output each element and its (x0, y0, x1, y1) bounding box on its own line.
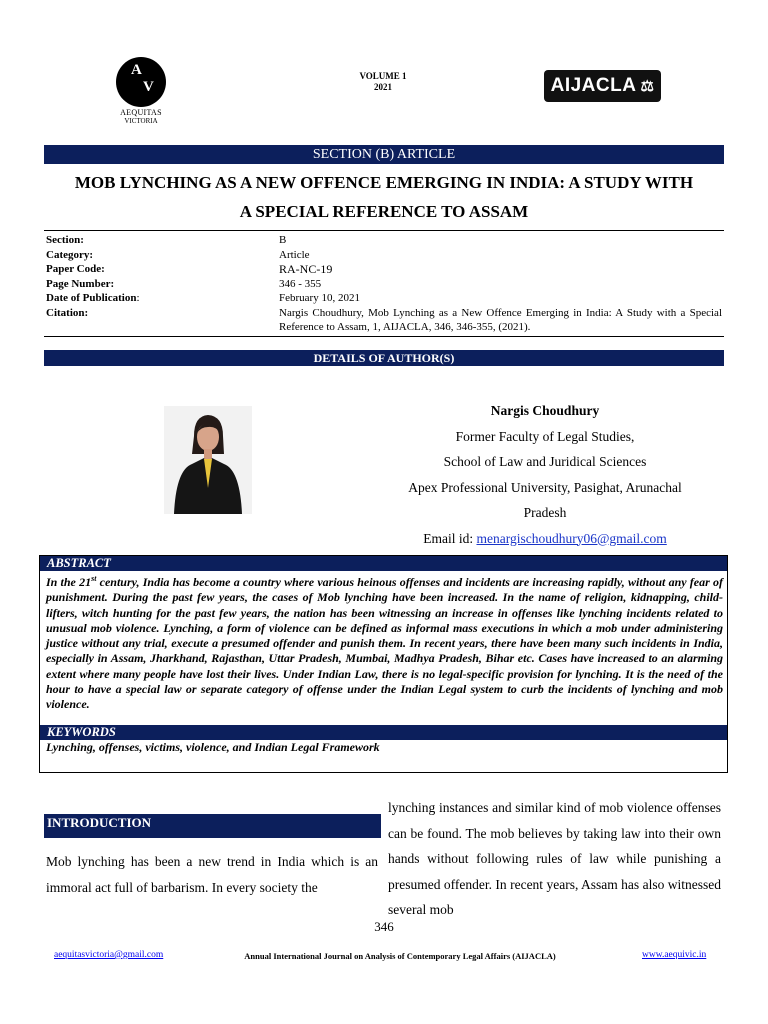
abstract-box (39, 555, 728, 773)
author-email-line (355, 526, 735, 552)
journal-badge (544, 70, 661, 102)
article-metadata (46, 233, 722, 335)
author-details (355, 398, 735, 551)
body-text-right-column: lynching instances and similar kind of mob violence offenses can be found. The mob believes by taking law into their own hands without following rules of law while punishing a presumed offender. In recent years, Assam has also witnessed several mob (388, 800, 721, 917)
divider-top (44, 230, 724, 231)
logo-text-line2: VICTORIA (124, 117, 158, 125)
abstract-text-body: century, India has become a country where various heinous offenses and incidents are increasing rapidly, without any fear of punishment. During the past few years, the cases of Mob lynching have been increased. In the name of religion, kidnapping, child-lifters, witch hunting for the past few years, the nation has been witnessing an increase in offenses like lynching incidents related to unusual mob violence. Lynching, a form of violence can be defined as informal mass executions in which a mob under administering justice without any trial, execute a presumed offender and punish them. In recent years, there have been many such incidents in India, especially in Assam, Jharkhand, Rajasthan, Uttar Pradesh, Mumbai, Madhya Pradesh, Bihar etc. Cases have increased to an alarming extent where many people have lost their lives. Under Indian Law, there is no legal-specific provision for lynching. It is the need of the hour to have a special law or separate category of offense under the Indian Legal system to curb the incidents of lynching and mob violence. (46, 575, 723, 712)
section-banner: SECTION (B) ARTICLE (44, 145, 724, 164)
volume-year: 2021 (374, 82, 392, 92)
author-affiliation-4: Pradesh (523, 505, 567, 520)
author-name: Nargis Choudhury (490, 403, 600, 418)
footer-email-link[interactable]: aequitasvictoria@gmail.com (54, 950, 164, 960)
logo-letter-a: A (131, 62, 142, 78)
logo-emblem (116, 57, 166, 107)
publisher-logo (112, 57, 170, 125)
meta-key-text: Date of Publication (46, 292, 137, 304)
meta-key: Section: (46, 234, 84, 246)
introduction-heading: INTRODUCTION (44, 814, 381, 838)
meta-value: B (279, 234, 287, 246)
journal-badge-label: AIJACLA (550, 75, 637, 96)
meta-value: February 10, 2021 (279, 292, 360, 304)
meta-row-paper-code (46, 262, 722, 277)
meta-key: Page Number: (46, 277, 115, 290)
author-portrait-image (164, 406, 252, 514)
footer-website-link[interactable]: www.aequivic.in (642, 950, 707, 960)
article-title-line1: MOB LYNCHING AS A NEW OFFENCE EMERGING IN INDIA: A STUDY WITH (74, 173, 694, 192)
volume-label: VOLUME 1 (359, 71, 407, 81)
body-text-left-column: Mob lynching has been a new trend in India which is an immoral act full of barbarism. In every society the (46, 854, 378, 895)
meta-row-category (46, 248, 722, 263)
author-affiliation-2: School of Law and Juridical Sciences (443, 454, 647, 469)
divider-bottom (44, 336, 724, 337)
meta-row-citation (46, 306, 722, 335)
author-affiliation-3: Apex Professional University, Pasighat, Arunachal (408, 479, 682, 495)
meta-key: Paper Code: (46, 263, 105, 275)
abstract-text-start: In the 21 (46, 575, 92, 589)
authors-banner: DETAILS OF AUTHOR(S) (44, 350, 724, 366)
abstract-heading: ABSTRACT (40, 556, 727, 571)
meta-value: RA-NC-19 (279, 262, 333, 276)
meta-value: Article (279, 248, 310, 261)
meta-key (46, 291, 279, 306)
keywords-text: Lynching, offenses, victims, violence, and Indian Legal Framework (46, 739, 380, 754)
author-affiliation-1: Former Faculty of Legal Studies, (455, 428, 635, 444)
meta-key-colon: : (136, 292, 140, 304)
email-label: Email id: (423, 530, 477, 546)
logo-text-line1: AEQUITAS (120, 108, 162, 117)
keywords-heading: KEYWORDS (40, 725, 727, 740)
meta-row-section (46, 233, 722, 248)
abstract-superscript: st (91, 574, 97, 583)
meta-row-date (46, 291, 722, 306)
article-title-line2: A SPECIAL REFERENCE TO ASSAM (239, 202, 529, 221)
page-number: 346 (374, 919, 394, 934)
meta-row-page-number (46, 277, 722, 292)
abstract-text (40, 571, 727, 713)
article-title (44, 168, 724, 226)
meta-value: 346 - 355 (279, 277, 322, 290)
author-photo (164, 406, 252, 514)
volume-info (340, 71, 426, 93)
author-email-link[interactable]: menargischoudhury06@gmail.com (476, 530, 667, 546)
meta-value: Nargis Choudhury, Mob Lynching as a New Offence Emerging in India: A Study with a Special Reference to Assam, 1, AIJACLA, 346, 346-355, (2021). (279, 306, 722, 333)
meta-key: Citation: (46, 306, 89, 319)
logo-letter-v: V (143, 79, 154, 95)
footer-journal-name: Annual International Journal on Analysis of Contemporary Legal Affairs (AIJACLA) (244, 951, 556, 961)
meta-key: Category: (46, 248, 94, 261)
scales-icon: ⚖ (640, 78, 655, 95)
